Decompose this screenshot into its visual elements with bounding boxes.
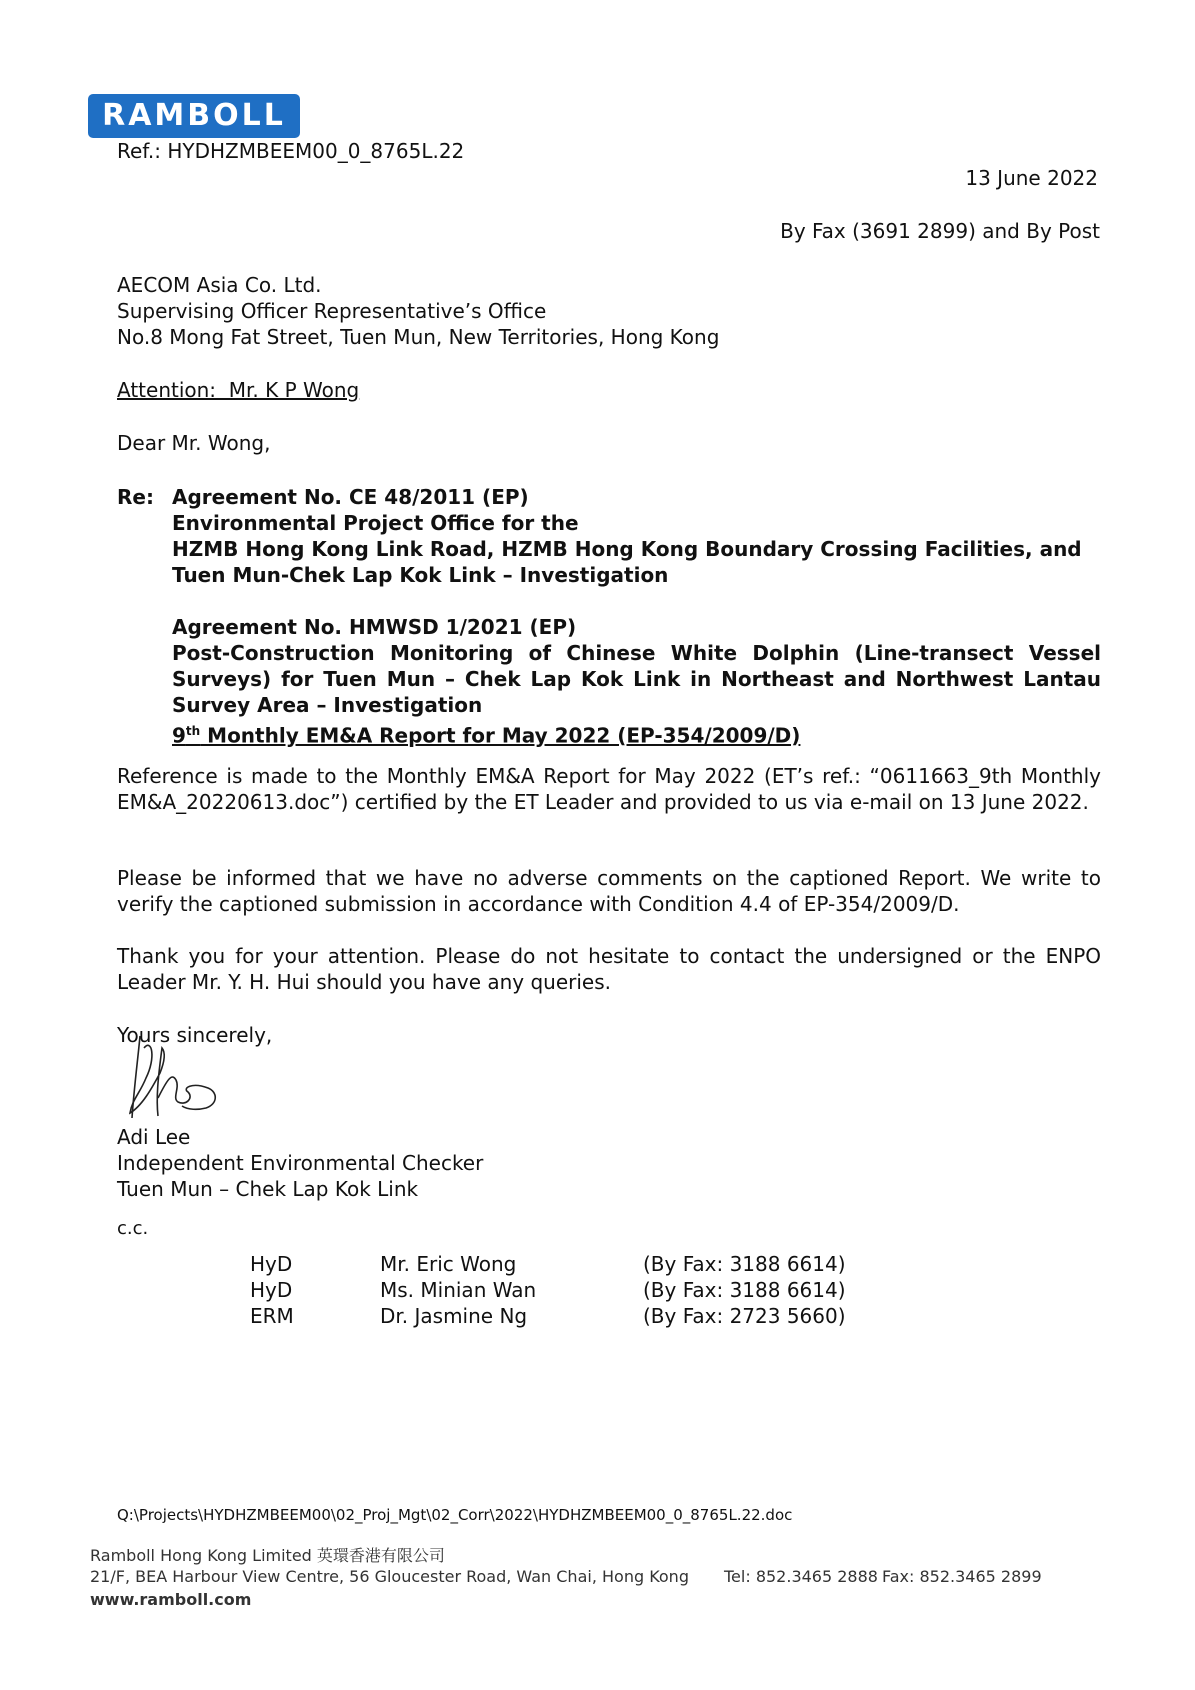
footer-website: www.ramboll.com xyxy=(90,1590,252,1609)
closing: Yours sincerely, xyxy=(117,1023,273,1047)
cc-label: c.c. xyxy=(117,1218,149,1239)
subject-line-8: Survey Area – Investigation xyxy=(172,693,483,717)
cc-fax: (By Fax: 3188 6614) xyxy=(643,1252,846,1276)
handwritten-signature xyxy=(122,1018,232,1128)
letter-date: 13 June 2022 xyxy=(965,166,1098,190)
subject-line-3: HZMB Hong Kong Link Road, HZMB Hong Kong Boundary Crossing Facilities, and xyxy=(172,537,1082,561)
subject-line-6: Post-Construction Monitoring of Chinese White Dolphin (Line-transect Vessel xyxy=(172,641,1101,665)
reference-number: Ref.: HYDHZMBEEM00_0_8765L.22 xyxy=(117,139,465,163)
attention-line: Attention: Mr. K P Wong xyxy=(117,378,360,402)
ramboll-logo: RAMBOLL xyxy=(88,94,300,138)
cc-name: Dr. Jasmine Ng xyxy=(380,1304,528,1328)
cc-name: Mr. Eric Wong xyxy=(380,1252,517,1276)
subject-line-4: Tuen Mun-Chek Lap Kok Link – Investigation xyxy=(172,563,669,587)
signatory-title: Independent Environmental Checker xyxy=(117,1151,484,1175)
file-path: Q:\Projects\HYDHZMBEEM00\02_Proj_Mgt\02_Corr\2022\HYDHZMBEEM00_0_8765L.22.doc xyxy=(117,1506,793,1524)
signatory-project: Tuen Mun – Chek Lap Kok Link xyxy=(117,1177,419,1201)
body-paragraph-1: Reference is made to the Monthly EM&A Report for May 2022 (ET’s ref.: “0611663_9th Monthly EM&A_20220613.doc”) certified by the ET Leader and provided to us via e-mail on 13 June 2022. xyxy=(117,764,1101,814)
footer-company: Ramboll Hong Kong Limited 英環香港有限公司 xyxy=(90,1546,445,1565)
cc-fax: (By Fax: 3188 6614) xyxy=(643,1278,846,1302)
cc-org: HyD xyxy=(250,1252,293,1276)
delivery-method: By Fax (3691 2899) and By Post xyxy=(780,219,1100,243)
body-paragraph-3: Thank you for your attention. Please do not hesitate to contact the undersigned or the ENPO Leader Mr. Y. H. Hui should you have any queries. xyxy=(117,944,1101,994)
subject-block xyxy=(172,484,1101,749)
footer-tel: Tel: 852.3465 2888 xyxy=(724,1567,878,1586)
recipient-office: Supervising Officer Representative’s Office xyxy=(117,299,547,323)
re-label: Re: xyxy=(117,485,154,509)
footer-fax: Fax: 852.3465 2899 xyxy=(882,1567,1042,1586)
cc-org: ERM xyxy=(250,1304,294,1328)
footer-address: 21/F, BEA Harbour View Centre, 56 Gloucester Road, Wan Chai, Hong Kong xyxy=(90,1567,689,1586)
subject-line-2: Environmental Project Office for the xyxy=(172,511,579,535)
subject-report-title: 9th Monthly EM&A Report for May 2022 (EP-354/2009/D) xyxy=(172,723,801,748)
subject-line-7: Surveys) for Tuen Mun – Chek Lap Kok Link in Northeast and Northwest Lantau xyxy=(172,667,1101,691)
salutation: Dear Mr. Wong, xyxy=(117,431,271,455)
recipient-address: No.8 Mong Fat Street, Tuen Mun, New Territories, Hong Kong xyxy=(117,325,720,349)
subject-agreement-1: Agreement No. CE 48/2011 (EP) xyxy=(172,485,529,509)
subject-agreement-2: Agreement No. HMWSD 1/2021 (EP) xyxy=(172,615,577,639)
signatory-name: Adi Lee xyxy=(117,1125,191,1149)
recipient-company: AECOM Asia Co. Ltd. xyxy=(117,273,322,297)
cc-fax: (By Fax: 2723 5660) xyxy=(643,1304,846,1328)
cc-name: Ms. Minian Wan xyxy=(380,1278,537,1302)
body-paragraph-2: Please be informed that we have no adverse comments on the captioned Report. We write to verify the captioned submission in accordance with Condition 4.4 of EP-354/2009/D. xyxy=(117,866,1101,916)
cc-org: HyD xyxy=(250,1278,293,1302)
